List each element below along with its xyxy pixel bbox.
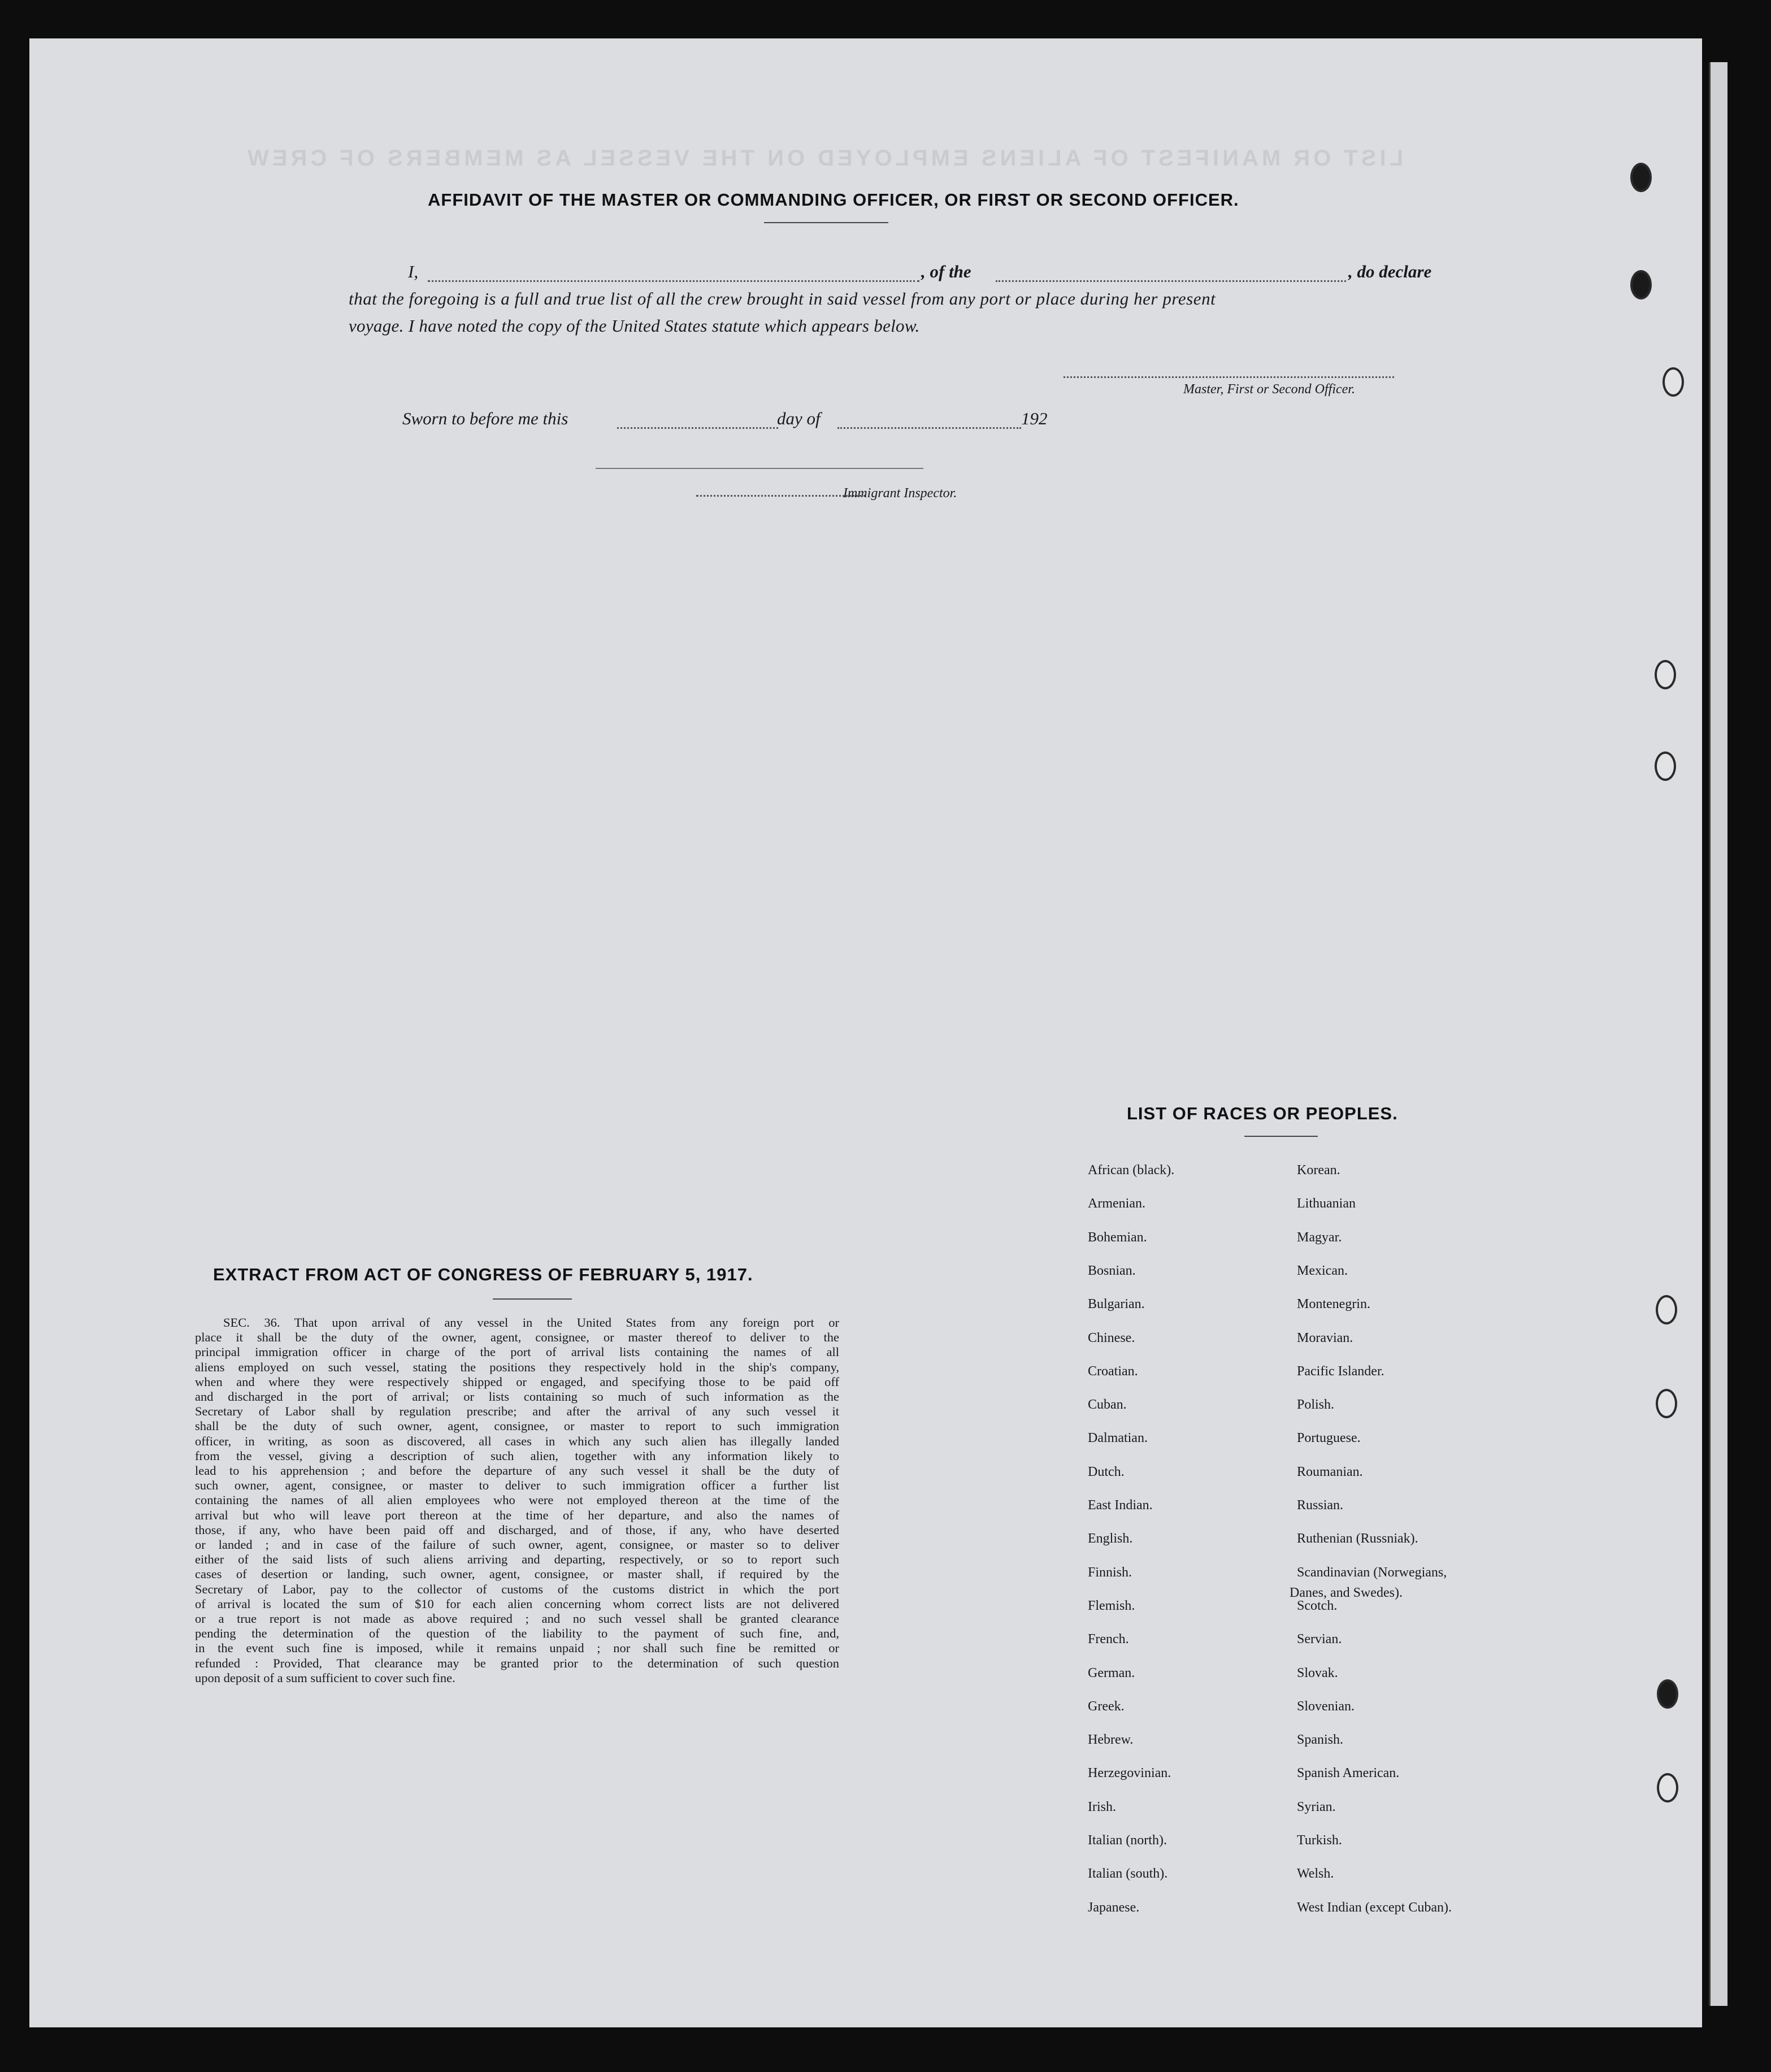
race-item: East Indian. [1088, 1498, 1153, 1513]
affidavit-i: I, [408, 262, 419, 281]
statute-line: officer, in writing, as soon as discovered, all cases in which any such alien has illegally landed [195, 1434, 839, 1448]
race-item: Montenegrin. [1297, 1297, 1370, 1312]
statute-line: in the event such fine is imposed, while it remains unpaid ; nor shall such fine be remitted or [195, 1641, 839, 1656]
binder-hole-icon [1656, 1295, 1677, 1324]
race-item: Spanish. [1297, 1732, 1344, 1748]
race-item: Servian. [1297, 1632, 1342, 1647]
statute-line: either of the said lists of such aliens arriving and departing, respectively, or so to report such [195, 1552, 839, 1567]
name-blank [428, 280, 919, 282]
race-item: Croatian. [1088, 1363, 1138, 1379]
binder-hole-icon [1657, 1679, 1678, 1709]
sworn-prefix: Sworn to before me this [402, 409, 568, 428]
race-item: Portuguese. [1297, 1431, 1361, 1446]
race-item: Irish. [1088, 1799, 1116, 1814]
race-item: Ruthenian (Russniak). [1297, 1531, 1418, 1547]
statute-line: and discharged in the port of arrival; or lists containing so much of such information as the [195, 1389, 839, 1404]
statute-line: SEC. 36. That upon arrival of any vessel in the United States from any foreign port or [223, 1315, 839, 1330]
statute-line: refunded : Provided, That clearance may be granted prior to the determination of such question [195, 1656, 839, 1670]
statute-line: such owner, agent, consignee, or master to deliver to such immigration officer a further list [195, 1478, 839, 1493]
race-item: Scandinavian (Norwegians, [1297, 1565, 1447, 1580]
statute-line: Secretary of Labor, pay to the collector of customs of the customs district in which the port [195, 1582, 839, 1596]
binder-hole-icon [1630, 270, 1652, 299]
race-item: Roumanian. [1297, 1464, 1363, 1479]
statute-line: of arrival is located the sum of $10 for each alien concerning whom correct lists are not delivered [195, 1596, 839, 1611]
affidavit-line3: voyage. I have noted the copy of the United States statute which appears below. [349, 316, 920, 336]
document-page [29, 38, 1702, 2027]
extract-title: EXTRACT FROM ACT OF CONGRESS OF FEBRUARY 5, 1917. [213, 1265, 753, 1284]
affidavit-line2: that the foregoing is a full and true list of all the crew brought in said vessel from any port or place during her present [349, 289, 1216, 309]
statute-line: cases of desertion or landing, such owner, agent, consignee, or master shall, if required by the [195, 1567, 839, 1582]
race-item: Dalmatian. [1088, 1431, 1148, 1446]
race-item: German. [1088, 1665, 1135, 1680]
statute-line: shall be the duty of such owner, agent, consignee, or master to report to such immigration [195, 1419, 839, 1434]
statute-line: from the vessel, giving a description of such alien, together with any information likely to [195, 1448, 839, 1463]
affidavit-declare: , do declare [1348, 262, 1432, 281]
vessel-blank [996, 280, 1346, 282]
race-item: Bohemian. [1088, 1230, 1147, 1245]
page-edge-strip [1709, 62, 1727, 2006]
race-item: Dutch. [1088, 1464, 1125, 1479]
race-item: Polish. [1297, 1397, 1335, 1413]
affidavit-title: AFFIDAVIT OF THE MASTER OR COMMANDING OFFICER, OR FIRST OR SECOND OFFICER. [428, 190, 1239, 210]
statute-line: containing the names of all alien employees who were not employed thereon at the time of the [195, 1493, 839, 1508]
race-item: Japanese. [1088, 1900, 1140, 1915]
inspector-label: Immigrant Inspector. [843, 486, 957, 501]
binder-hole-icon [1656, 1389, 1677, 1418]
race-item: Chinese. [1088, 1330, 1135, 1345]
statute-line: principal immigration officer in charge of the port of arrival lists containing the names of all [195, 1345, 839, 1359]
bleed-through-header: LIST OR MANIFEST OF ALIENS EMPLOYED ON THE VESSEL AS MEMBERS OF CREW [244, 146, 1404, 171]
inspector-signature-line [596, 468, 923, 469]
race-item: Herzegovinian. [1088, 1766, 1171, 1781]
race-item: West Indian (except Cuban). [1297, 1900, 1452, 1915]
race-item: Greek. [1088, 1699, 1125, 1714]
sworn-month-blank [837, 427, 1021, 429]
race-item: Flemish. [1088, 1598, 1135, 1613]
race-item: Spanish American. [1297, 1766, 1400, 1781]
statute-line: arrival but who will leave port thereon at the time of her departure, and also the names of [195, 1508, 839, 1522]
race-item: Italian (north). [1088, 1833, 1167, 1848]
signature-blank [1064, 376, 1394, 378]
sworn-day-blank [617, 427, 778, 429]
race-item: Slovak. [1297, 1665, 1338, 1680]
statute-line: Secretary of Labor shall by regulation prescribe; and after the arrival of any such vessel it [195, 1404, 839, 1419]
race-item: Pacific Islander. [1297, 1363, 1384, 1379]
race-item: Lithuanian [1297, 1196, 1356, 1211]
race-item: African (black). [1088, 1163, 1175, 1178]
binder-hole-icon [1655, 752, 1676, 781]
statute-line: those, if any, who have been paid off and discharged, and of those, if any, who have deserted [195, 1522, 839, 1537]
race-item: French. [1088, 1632, 1129, 1647]
sworn-day-of: day of [777, 409, 821, 428]
race-item: Scotch. [1297, 1598, 1338, 1613]
race-item: Cuban. [1088, 1397, 1127, 1413]
race-item: Slovenian. [1297, 1699, 1355, 1714]
binder-hole-icon [1655, 660, 1676, 689]
binder-hole-icon [1657, 1773, 1678, 1802]
sworn-year: 192 [1021, 409, 1048, 428]
statute-line: pending the determination of the question of the liability to the payment of such fine, and, [195, 1626, 839, 1641]
extract-title-rule [493, 1298, 572, 1300]
statute-line: lead to his apprehension ; and before the departure of any such vessel it shall be the duty of [195, 1463, 839, 1478]
inspector-blank [696, 495, 866, 497]
race-item: Finnish. [1088, 1565, 1132, 1580]
race-item: Armenian. [1088, 1196, 1145, 1211]
binder-hole-icon [1663, 367, 1684, 397]
races-title-rule [1244, 1136, 1318, 1137]
statute-line: when and where they were respectively shipped or engaged, and specifying those to be paid off [195, 1374, 839, 1389]
race-item: Mexican. [1297, 1263, 1348, 1278]
statute-text [195, 1315, 839, 1686]
races-title: LIST OF RACES OR PEOPLES. [1127, 1104, 1398, 1123]
race-item: Turkish. [1297, 1833, 1342, 1848]
race-item: Italian (south). [1088, 1866, 1168, 1882]
statute-line: or landed ; and in case of the failure of such owner, agent, consignee, or master so to deliver [195, 1537, 839, 1552]
race-item: Magyar. [1297, 1230, 1342, 1245]
race-item: Moravian. [1297, 1330, 1353, 1345]
binder-hole-icon [1630, 163, 1652, 192]
statute-line: upon deposit of a sum sufficient to cover such fine. [195, 1670, 455, 1685]
signature-label: Master, First or Second Officer. [1183, 382, 1355, 397]
statute-line: aliens employed on such vessel, stating the positions they respectively hold in the ship's company, [195, 1359, 839, 1374]
race-item: Hebrew. [1088, 1732, 1134, 1748]
statute-line: place it shall be the duty of the owner, agent, consignee, or master thereof to deliver to the [195, 1330, 839, 1345]
race-item: Korean. [1297, 1163, 1340, 1178]
race-item: Welsh. [1297, 1866, 1334, 1882]
race-item: Syrian. [1297, 1799, 1336, 1814]
race-item: Bulgarian. [1088, 1297, 1145, 1312]
affidavit-of-the: , of the [921, 262, 971, 281]
statute-line: or a true report is not made as above required ; and no such vessel shall be granted clearance [195, 1611, 839, 1626]
race-right-continuation: Danes, and Swedes). [1290, 1586, 1403, 1600]
race-item: Russian. [1297, 1498, 1344, 1513]
race-item: Bosnian. [1088, 1263, 1136, 1278]
affidavit-title-rule [764, 222, 888, 223]
race-item: English. [1088, 1531, 1133, 1547]
